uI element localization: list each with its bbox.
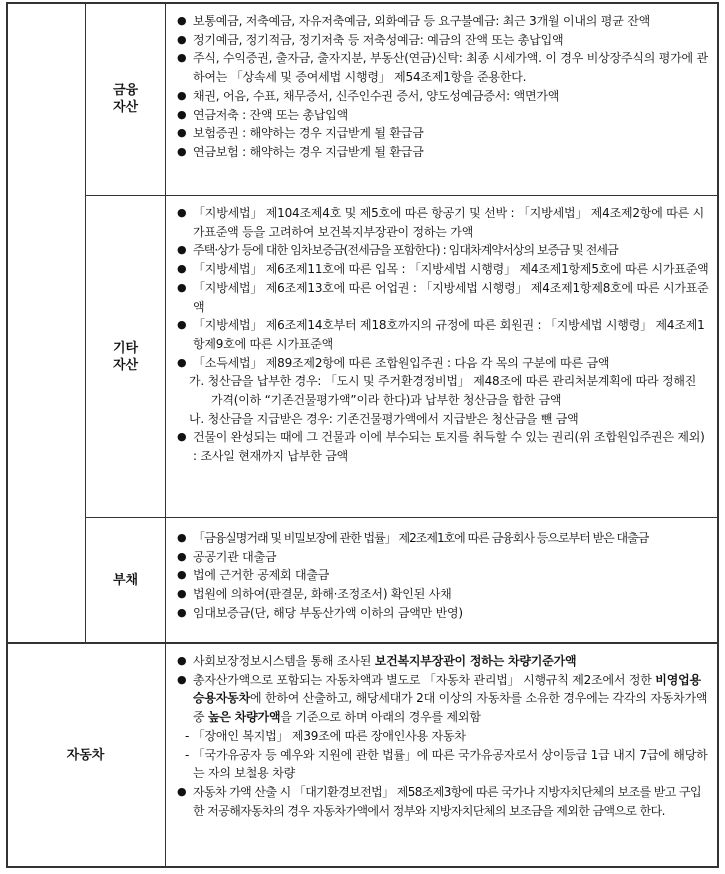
list-item: ● 법원에 의하여(판결문, 화해·조정조서) 확인된 사채 <box>177 587 452 602</box>
financial-assets-content <box>166 2 717 195</box>
list-item: ● 총자산가액으로 포함되는 자동차액과 별도로 「자동차 관리법」 시행규칙 제2조에서 정한 비영업용 승용자동차에 한하여 산출하고, 해당세대가 2대 이상의 자동차를 소유한 경우에는 각각의 자동차가액 중 높은 차량가액을 기준으로 하며 아래의 경우를 제외함 <box>177 672 708 725</box>
list-item: ● 「지방세법」 제6조제13호에 따른 어업권 : 「지방세법 시행령」 제4조제1항제8호에 따른 시가표준액 <box>177 280 709 314</box>
list-item: ● 채권, 어음, 수표, 채무증서, 신주인수권 증서, 양도성예금증서: 액면가액 <box>177 88 560 103</box>
list-item: ● 정기예금, 정기적금, 정기저축 등 저축성예금: 예금의 잔액 또는 총납입액 <box>177 32 564 47</box>
list-item: ● 법에 근거한 공제회 대출금 <box>177 568 330 583</box>
debt-content <box>166 518 717 642</box>
table-border-right <box>717 2 719 868</box>
list-item: ● 주식, 수익증권, 출자금, 출자지분, 부동산(연금)신탁: 최종 시세가액. 이 경우 비상장주식의 평가에 관하여는 「상속세 및 증여세법 시행령」 제54조제1항을 준용한다. <box>177 51 708 85</box>
vehicle-content <box>166 644 717 866</box>
list-item: ● 보통예금, 저축예금, 자유저축예금, 외화예금 등 요구불예금: 최근 3개월 이내의 평균 잔액 <box>177 14 650 28</box>
other-assets-label: 기타 자산 <box>112 340 139 373</box>
list-item: ● 건물이 완성되는 때에 그 건물과 이에 부수되는 토지를 취득할 수 있는 권리(위 조합원입주권은 제외) : 조사일 현재까지 납부한 금액 <box>177 430 705 464</box>
dash-item: - 「장애인 복지법」 제39조에 따른 장애인사용 자동차 <box>185 728 466 743</box>
list-item: ● 주택·상가 등에 대한 임차보증금(전세금을 포함한다) : 임대차계약서상의 보증금 및 전세금 <box>177 243 618 258</box>
list-item: ● 「지방세법」 제104조제4호 및 제5호에 따른 항공기 및 선박 : 「지방세법」 제4조제2항에 따른 시가표준액 등을 고려하여 보건복지부장관이 정하는 가액 <box>177 206 705 239</box>
list-item: ● 보험증권 : 해약하는 경우 지급받게 될 환급금 <box>177 126 424 141</box>
list-item: ● 연금보험 : 해약하는 경우 지급받게 될 환급금 <box>177 144 424 159</box>
list-item: ● 「지방세법」 제6조제14호부터 제18호까지의 규정에 따른 회원권 : 「지방세법 시행령」 제4조제1항제9호에 따른 시가표준액 <box>177 318 705 351</box>
sub-item-a: 가. 청산금을 납부한 경우: 「도시 및 주거환경정비법」 제48조에 따른 관리처분계획에 따라 정해진 가격(이하 “기존건물평가액”이라 한다)과 납부한 청산금을 합한 금액 <box>189 374 697 408</box>
list-item: ● 공공기관 대출금 <box>177 549 277 564</box>
list-item: ● 임대보증금(단, 해당 부동산가액 이하의 금액만 반영) <box>177 605 463 620</box>
debt-label: 부채 <box>112 572 139 588</box>
list-item: ● 연금저축 : 잔액 또는 총납입액 <box>177 107 349 122</box>
sub-item-b: 나. 청산금을 지급받은 경우: 기존건물평가액에서 지급받은 청산금을 뺀 금액 <box>189 411 579 426</box>
list-item: ● 「소득세법」 제89조제2항에 따른 조합원입주권 : 다음 각 목의 구분에 따른 금액 <box>177 355 610 370</box>
dash-item: - 「국가유공자 등 예우와 지원에 관한 법률」에 따른 국가유공자로서 상이등급 1급 내지 7급에 해당하는 자의 보철용 차량 <box>185 747 708 781</box>
list-item: ● 사회보장정보시스템을 통해 조사된 보건복지부장관이 정하는 차량기준가액 <box>177 654 577 668</box>
asset-criteria-table <box>6 2 719 868</box>
list-item: ● 자동차 가액 산출 시 「대기환경보전법」 제58조제3항에 따른 국가나 지방자치단체의 보조를 받고 구입한 저공해자동차의 경우 자동차가액에서 정부와 지방자치단체의 보조금을 제외한 금액으로 한다. <box>177 784 701 818</box>
financial-assets-label: 금융 자산 <box>112 82 139 115</box>
vehicle-label: 자동차 <box>66 747 105 763</box>
table-border-bottom <box>6 866 719 868</box>
list-item: ● 「금융실명거래 및 비밀보장에 관한 법률」 제2조제1호에 따른 금융회사 등으로부터 받은 대출금 <box>177 531 649 545</box>
list-item: ● 「지방세법」 제6조제11호에 따른 입목 : 「지방세법 시행령」 제4조제1항제5호에 따른 시가표준액 <box>177 262 709 277</box>
other-assets-content <box>166 196 717 517</box>
